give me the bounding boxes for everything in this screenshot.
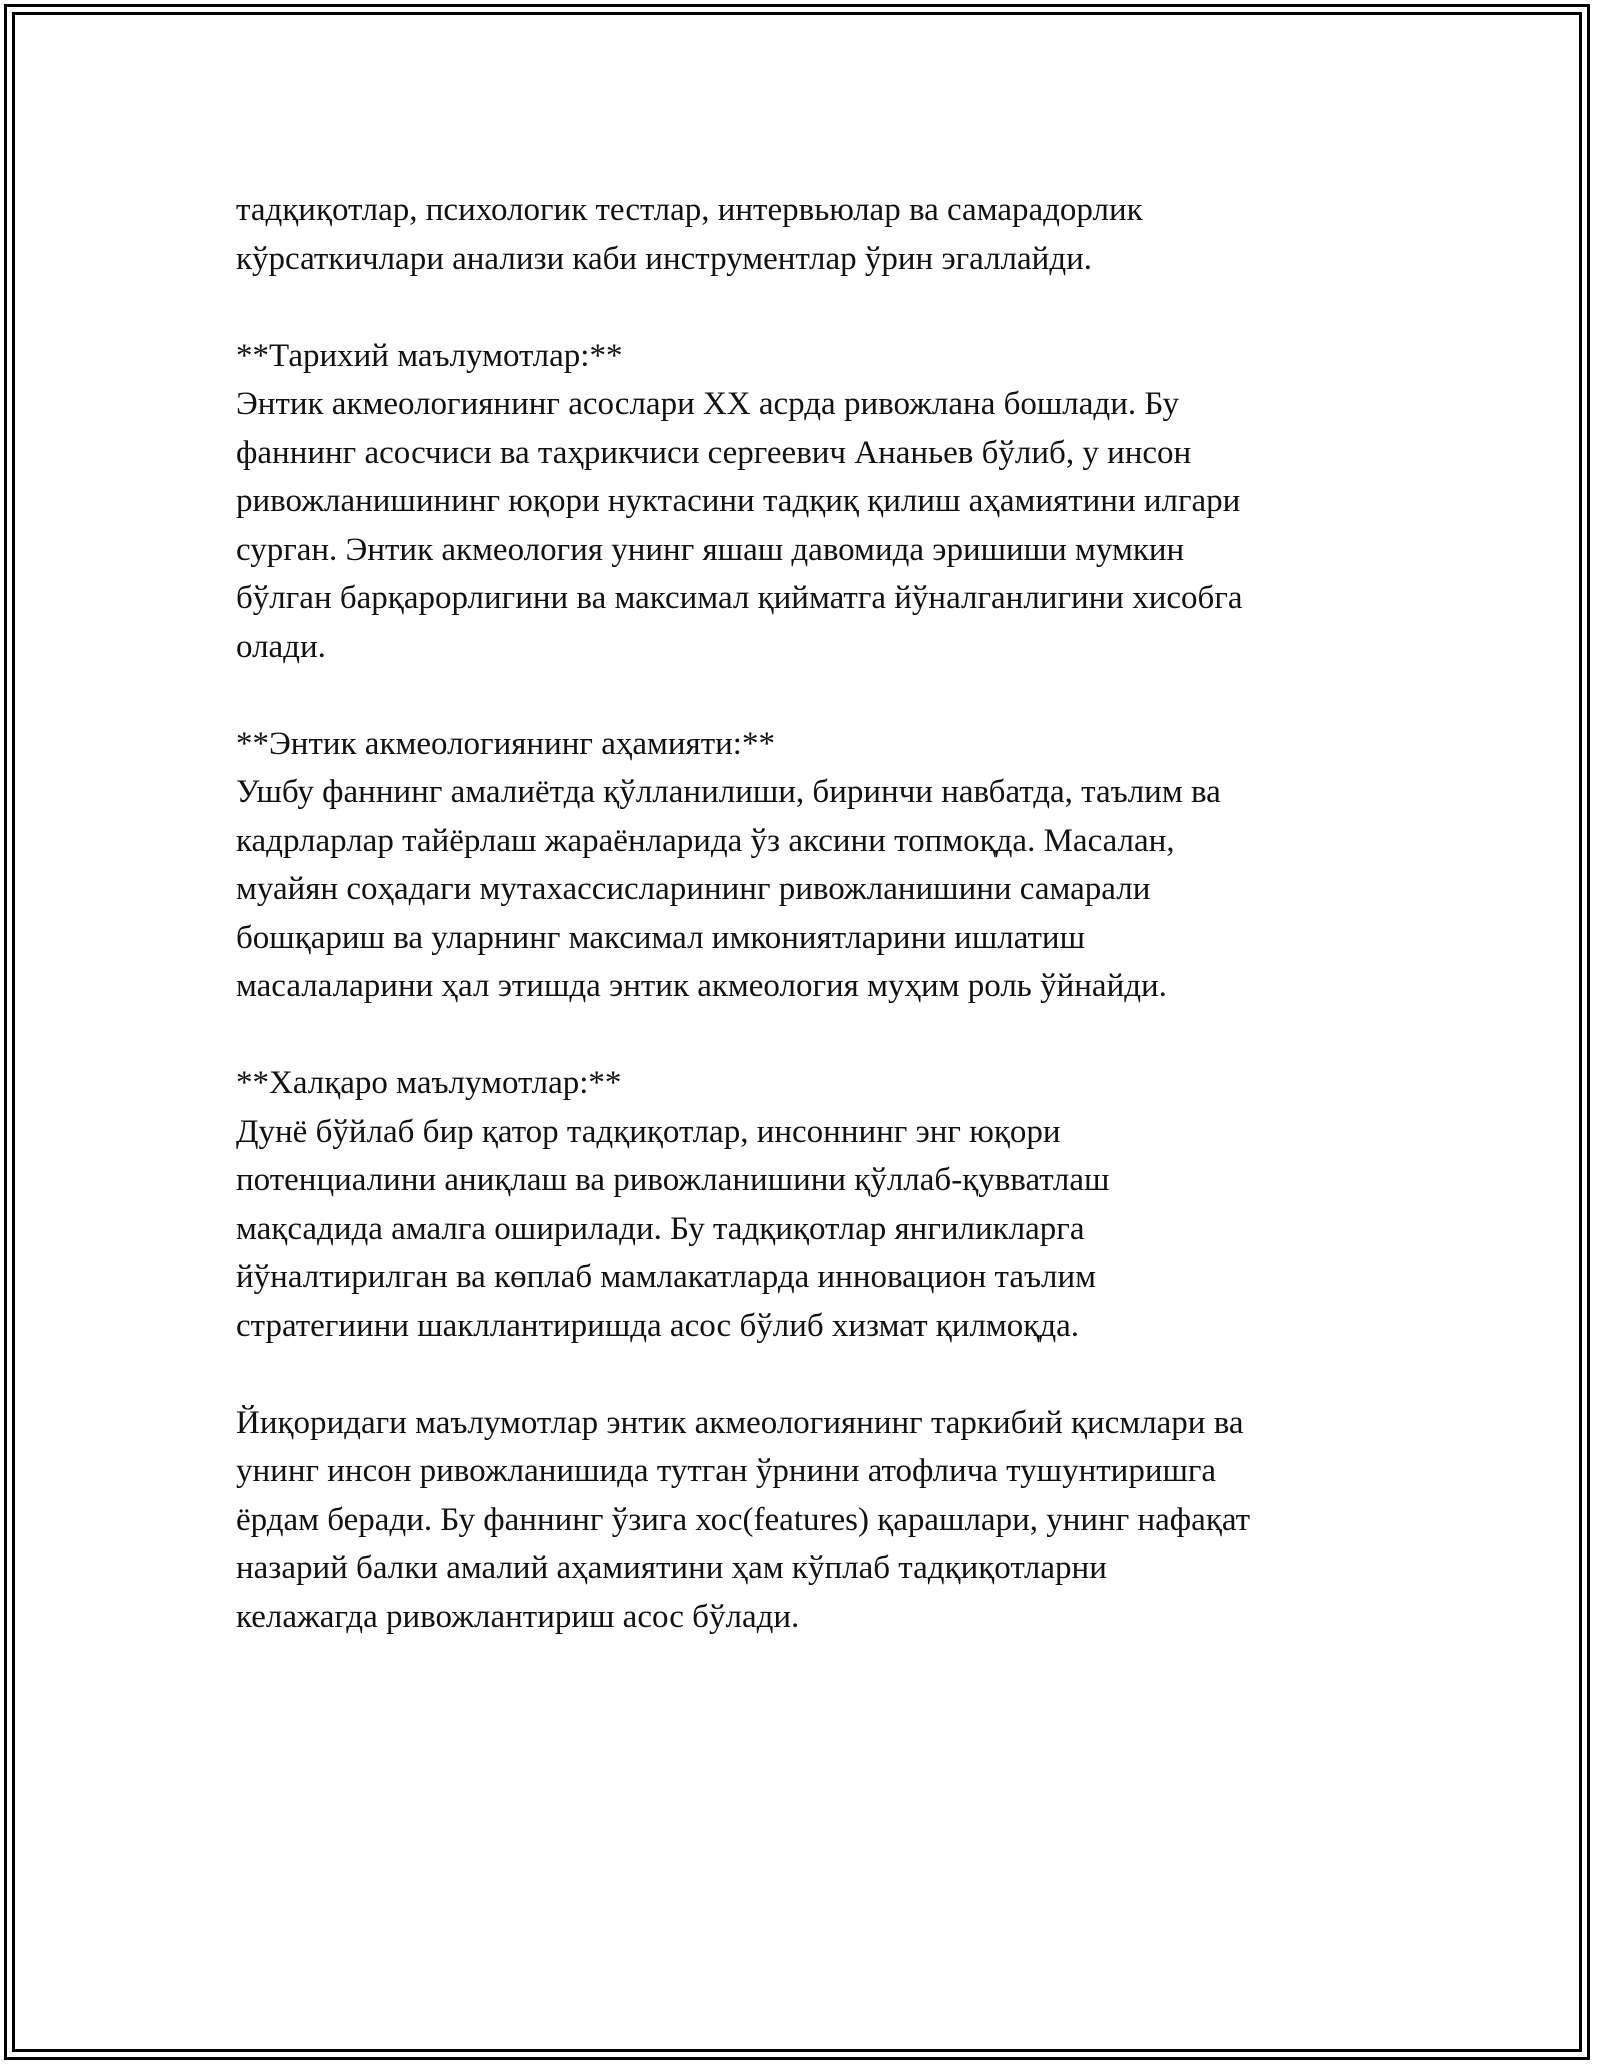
section-heading: **Энтик акмеологиянинг аҳамияти:** xyxy=(236,725,775,762)
text-line: муайян соҳадаги мутахассисларининг ривожланишини самарали xyxy=(236,871,1151,907)
text-line: Йиқоридаги маълумотлар энтик акмеологиянинг таркибий қисмлари ва xyxy=(236,1404,1244,1441)
text-line: Дунё бўйлаб бир қатор тадқиқотлар, инсоннинг энг юқори xyxy=(236,1113,1061,1150)
paragraph-gap xyxy=(236,1011,1386,1060)
text-line: тадқиқотлар, психологик тестлар, интервьюлар ва самарадорлик xyxy=(236,192,1143,228)
section-heading: **Халқаро маълумотлар:** xyxy=(236,1065,622,1101)
paragraph-intro xyxy=(236,186,1386,283)
text-line: стратегиини шакллантиришда асос бўлиб хизмат қилмоқда. xyxy=(236,1307,1080,1344)
text-line: ёрдам беради. Бу фаннинг ўзига хос(features) қарашлари, унинг нафақат xyxy=(236,1501,1251,1538)
text-line: унинг инсон ривожланишида тутган ўрнини атофлича тушунтиришга xyxy=(236,1453,1217,1489)
paragraph-gap xyxy=(236,283,1386,332)
text-line: назарий балки амалий аҳамиятини ҳам кўплаб тадқиқотларни xyxy=(236,1550,1107,1586)
text-line: мақсадида амалга оширилади. Бу тадқиқотлар янгиликларга xyxy=(236,1210,1085,1247)
text-line: бўлган барқарорлигини ва максимал қийматга йўналганлигини хисобга xyxy=(236,580,1243,616)
text-line: фаннинг асосчиси ва таҳрикчиси сергеевич Ананьев бўлиб, у инсон xyxy=(236,434,1192,471)
section-heading: **Тарихий маълумотлар:** xyxy=(236,337,623,374)
section-importance xyxy=(236,720,1386,1011)
text-line: масалаларини ҳал этишда энтик акмеология муҳим роль ўйнайди. xyxy=(236,968,1167,1004)
section-international xyxy=(236,1059,1386,1350)
text-line: келажагда ривожлантириш асос бўлади. xyxy=(236,1598,800,1635)
paragraph-gap xyxy=(236,671,1386,720)
text-line: потенциалини аниқлаш ва ривожланишини қўллаб-қувватлаш xyxy=(236,1162,1110,1198)
text-line: Энтик акмеологиянинг асослари XX асрда ривожлана бошлади. Бу xyxy=(236,386,1179,422)
text-line: олади. xyxy=(236,628,326,665)
text-line: бошқариш ва уларнинг максимал имкониятларини ишлатиш xyxy=(236,919,1085,956)
section-history xyxy=(236,332,1386,672)
text-line: Ушбу фаннинг амалиётда қўлланилиши, биринчи навбатда, таълим ва xyxy=(236,774,1221,810)
text-line: ривожланишининг юқори нуктасини тадқиқ қилиш аҳамиятини илгари xyxy=(236,483,1241,519)
text-line: кўрсаткичлари анализи каби инструментлар ўрин эгаллайди. xyxy=(236,240,1093,277)
text-line: кадрларлар тайёрлаш жараёнларида ўз аксини топмоқда. Масалан, xyxy=(236,822,1175,859)
text-line: сурган. Энтик акмеология унинг яшаш давомида эришиши мумкин xyxy=(236,531,1185,568)
document-body xyxy=(236,186,1386,1641)
text-line: йўналтирилган ва көплаб мамлакатларда инновацион таълим xyxy=(236,1259,1097,1295)
paragraph-conclusion xyxy=(236,1399,1386,1642)
paragraph-gap xyxy=(236,1350,1386,1399)
